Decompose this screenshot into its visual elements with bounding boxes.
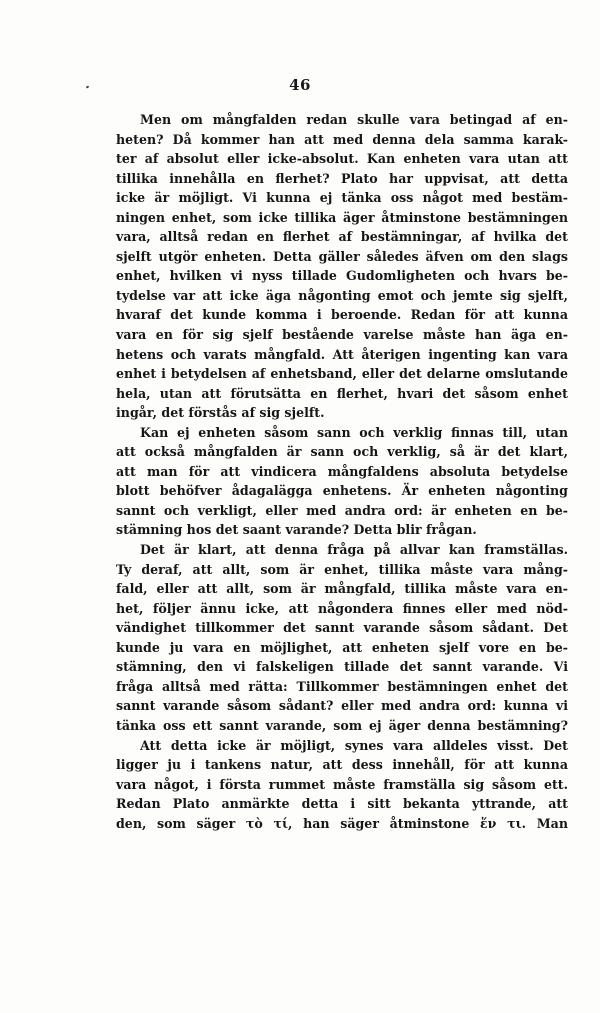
text-line: Redan Plato anmärkte detta i sitt bekanta yttrande, att [116, 796, 568, 812]
text-line: enhet i betydelsen af enhetsband, eller det delarne omslutande [116, 366, 568, 382]
text-line: Att detta icke är möjligt, synes vara alldeles visst. Det [140, 737, 568, 753]
text-line: blott behöfver ådagalägga enhetens. Är enheten någonting [116, 483, 568, 499]
text-line: stämning, den vi falskeligen tillade det sannt varande. Vi [116, 659, 568, 675]
text-line: kunde ju vara en möjlighet, att enheten sjelf vore en be- [116, 639, 568, 655]
text-line: ingår, det förstås af sig sjelft. [116, 405, 325, 421]
text-line: hvaraf det kunde komma i beroende. Redan för att kunna [116, 307, 568, 323]
text-line: tillika innehålla en flerhet? Plato har uppvisat, att detta [116, 170, 568, 186]
text-line: Ty deraf, att allt, som är enhet, tillika måste vara mång- [116, 561, 568, 577]
text-line: fald, eller att allt, som är mångfald, tillika måste vara en- [116, 581, 568, 597]
text-line: stämning hos det saant varande? Detta blir frågan. [116, 522, 477, 538]
text-line: enhet, hvilken vi nyss tillade Gudomligheten och hvars be- [116, 268, 568, 284]
text-line: Det är klart, att denna fråga på allvar kan framställas. [140, 542, 568, 558]
text-line: vara något, i första rummet måste framställa sig såsom ett. [116, 776, 568, 792]
text-line: fråga alltså med rätta: Tillkommer bestämningen enhet det [116, 678, 568, 694]
body-text [116, 110, 568, 833]
text-line: att också mångfalden är sann och verklig, så är det klart, [116, 444, 568, 460]
text-line: heten? Då kommer han att med denna dela samma karak- [116, 131, 568, 147]
text-line: vara en för sig sjelf bestående varelse måste han äga en- [116, 327, 568, 343]
text-line: ter af absolut eller icke-absolut. Kan enheten vara utan att [116, 151, 568, 167]
page-number: 46 [289, 76, 311, 94]
text-line: sannt varande såsom sådant? eller med andra ord: kunna vi [116, 698, 568, 714]
text-line: ningen enhet, som icke tillika äger åtminstone bestämningen [116, 209, 568, 225]
text-line: het, följer ännu icke, att någondera finnes eller med nöd- [116, 600, 568, 616]
text-line: tydelse var att icke äga någonting emot och jemte sig sjelft, [116, 287, 568, 303]
text-line: sannt och verkligt, eller med andra ord: är enheten en be- [116, 502, 568, 518]
text-line: Kan ej enheten såsom sann och verklig finnas till, utan [140, 424, 568, 440]
text-line: vara, alltså redan en flerhet af bestämningar, af hvilka det [116, 229, 568, 245]
text-line: Men om mångfalden redan skulle vara betingad af en- [140, 112, 568, 127]
text-line: vändighet tillkommer det sannt varande såsom sådant. Det [116, 620, 568, 636]
text-line: icke är möjligt. Vi kunna ej tänka oss något med bestäm- [116, 190, 568, 206]
text-line: sjelft utgör enheten. Detta gäller således äfven om den slags [116, 248, 568, 264]
text-line: hetens och varats mångfald. Att återigen ingenting kan vara [116, 346, 568, 362]
text-line: hela, utan att förutsätta en flerhet, hvari det såsom enhet [116, 385, 568, 401]
text-line: att man för att vindicera mångfaldens absoluta betydelse [116, 463, 568, 479]
text-line: den, som säger τὸ τί, han säger åtminstone ἕν τι. Man [116, 815, 568, 831]
text-line: ligger ju i tankens natur, att dess innehåll, för att kunna [116, 757, 568, 773]
text-line: tänka oss ett sannt varande, som ej äger denna bestämning? [116, 717, 568, 733]
